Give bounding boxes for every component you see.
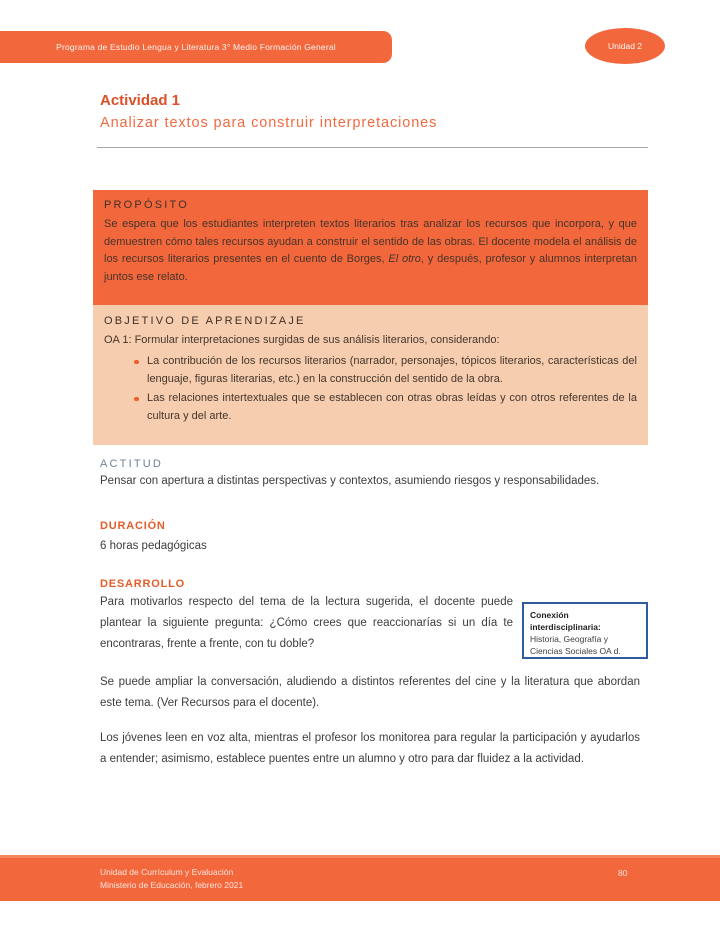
footer-institution: Unidad de Currículum y Evaluación [100, 867, 234, 877]
footer-credits [100, 866, 243, 892]
activity-subtitle: Analizar textos para construir interpretaciones [100, 115, 438, 131]
actitud-text: Pensar con apertura a distintas perspectivas y contextos, asumiendo riesgos y responsabilidades. [100, 475, 600, 487]
desarrollo-paragraph-2: Se puede ampliar la conversación, aludiendo a distintos referentes del cine y la literatura que abordan este tema. (Ver Recursos para el docente). [100, 676, 640, 709]
objetivo-bullet-list [134, 353, 637, 425]
desarrollo-heading: DESARROLLO [100, 578, 185, 590]
objetivo-intro: OA 1: Formular interpretaciones surgidas de sus análisis literarios, considerando: [104, 334, 500, 346]
duracion-text: 6 horas pedagógicas [100, 540, 207, 552]
footer-page-number: 80 [618, 868, 628, 878]
proposito-text-part1: Se espera que los estudiantes interpreten textos literarios tras analizar los recursos que incorpora, y que demuestren cómo tales recursos ayudan a construir el sentido de las obras. El docente modela el análisis de los recursos literarios presentes en el cuento de Borges, [104, 218, 637, 265]
header-program-bar [0, 31, 392, 63]
footer-ministry: Ministerio de Educación, febrero 2021 [100, 880, 244, 890]
objetivo-heading: OBJETIVO DE APRENDIZAJE [104, 315, 306, 327]
unit-badge-label: Unidad 2 [607, 41, 643, 51]
title-divider [97, 147, 648, 148]
conexion-body: Historia, Geografía y Ciencias Sociales OA d. [530, 634, 621, 656]
conexion-interdisciplinaria-box [522, 602, 648, 659]
objetivo-bullet-item: Las relaciones intertextuales que se establecen con otras obras leídas y con otros referentes de la cultura y del arte. [134, 390, 637, 425]
proposito-text-part2: , y después, profesor y alumnos interpretan juntos ese relato. [104, 253, 637, 283]
header-program-label: Programa de Estudio Lengua y Literatura 3° Medio Formación General [56, 42, 336, 52]
unit-badge [585, 28, 665, 64]
proposito-text [104, 216, 637, 286]
desarrollo-paragraph-1: Para motivarlos respecto del tema de la lectura sugerida, el docente puede plantear la siguiente pregunta: ¿Cómo crees que reaccionarías si un día te encontraras, frente a frente, con tu doble? [100, 596, 513, 650]
activity-title: Actividad 1 [100, 92, 181, 109]
objetivo-bullet-item: La contribución de los recursos literarios (narrador, personajes, tópicos literarios, características del lenguaje, figuras literarias, etc.) en la construcción del sentido de la obra. [134, 353, 637, 388]
objetivo-box [93, 305, 648, 445]
proposito-heading: PROPÓSITO [104, 199, 189, 211]
duracion-heading: DURACIÓN [100, 520, 166, 532]
footer-bar [0, 855, 720, 901]
desarrollo-paragraph-3: Los jóvenes leen en voz alta, mientras el profesor los monitorea para regular la participación y ayudarlos a entender; asimismo, establece puentes entre un alumno y otro para dar fluidez a la actividad. [100, 732, 640, 765]
proposito-box [93, 190, 648, 305]
conexion-title: Conexión interdisciplinaria: [530, 610, 601, 632]
proposito-work-title: El otro [388, 253, 421, 265]
actitud-heading: ACTITUD [100, 458, 164, 470]
